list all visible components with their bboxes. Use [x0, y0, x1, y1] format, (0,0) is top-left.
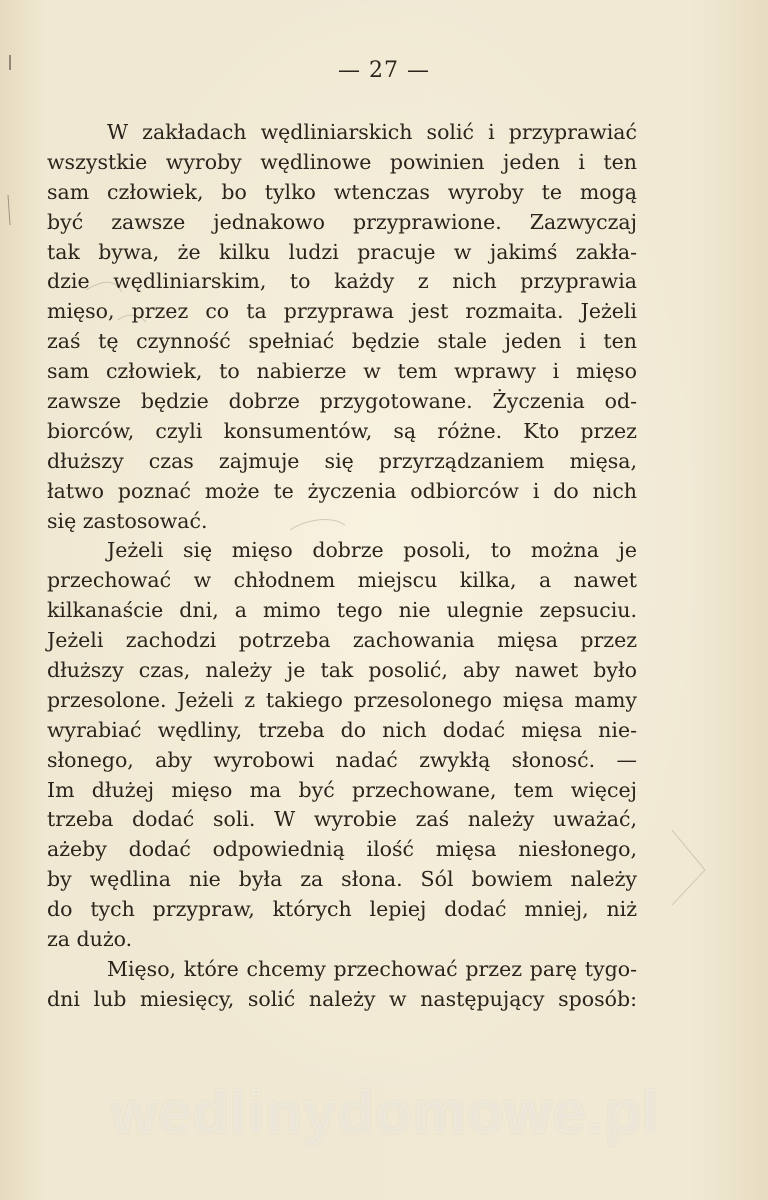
- text-line: sam człowiek, to nabierze w tem wprawy i mięso: [47, 359, 637, 384]
- text-line: zawsze będzie dobrze przygotowane. Życzenia od-: [47, 389, 637, 414]
- text-line: łatwo poznać może te życzenia odbiorców i do nich: [47, 478, 637, 503]
- text-line: przechować w chłodnem miejscu kilka, a nawet: [47, 568, 637, 593]
- text-line: dzie wędliniarskim, to każdy z nich przyprawia: [47, 269, 637, 294]
- text-line: sam człowiek, bo tylko wtenczas wyroby te mogą: [47, 179, 637, 204]
- text-line: Im dłużej mięso ma być przechowane, tem więcej: [47, 777, 637, 802]
- text-line: trzeba dodać soli. W wyrobie zaś należy uważać,: [47, 807, 637, 832]
- text-line: W zakładach wędliniarskich solić i przyprawiać: [107, 120, 637, 144]
- text-line: do tych przypraw, których lepiej dodać mniej, niż: [47, 897, 637, 922]
- text-line: przesolone. Jeżeli z takiego przesolonego mięsa mamy: [47, 687, 637, 712]
- text-line: dłuższy czas, należy je tak posolić, aby nawet było: [47, 658, 637, 683]
- text-line: być zawsze jednakowo przyprawione. Zazwyczaj: [47, 209, 637, 234]
- paragraph-2: [47, 536, 637, 954]
- text-line: mięso, przez co ta przyprawa jest rozmaita. Jeżeli: [47, 299, 637, 324]
- text-line: za dużo.: [47, 927, 133, 952]
- text-line: dni lub miesięcy, solić należy w następujący sposób:: [47, 986, 637, 1011]
- text-line: by wędlina nie była za słona. Sól bowiem należy: [47, 867, 637, 892]
- paragraph-1: [47, 118, 637, 536]
- watermark: wedlinydomowe.pl: [110, 1079, 660, 1146]
- page-number: — 27 —: [338, 58, 430, 83]
- text-line: się zastosować.: [47, 508, 208, 533]
- text-line: biorców, czyli konsumentów, są różne. Kto przez: [47, 418, 637, 443]
- text-line: Jeżeli się mięso dobrze posoli, to można je: [107, 538, 637, 563]
- text-line: Mięso, które chcemy przechować przez parę tygo-: [107, 956, 637, 981]
- body-text: [47, 118, 637, 1015]
- paragraph-3: [47, 955, 637, 1015]
- text-line: wszystkie wyroby wędlinowe powinien jeden i ten: [47, 149, 637, 174]
- text-line: słonego, aby wyrobowi nadać zwykłą słonosć. —: [47, 747, 637, 772]
- text-line: tak bywa, że kilku ludzi pracuje w jakimś zakła-: [47, 239, 637, 264]
- text-line: wyrabiać wędliny, trzeba do nich dodać mięsa nie-: [47, 717, 637, 742]
- text-line: dłuższy czas zajmuje się przyrządzaniem mięsa,: [47, 448, 637, 473]
- text-line: zaś tę czynność spełniać będzie stale jeden i ten: [47, 329, 637, 354]
- text-line: kilkanaście dni, a mimo tego nie ulegnie zepsuciu.: [47, 598, 637, 623]
- text-line: ażeby dodać odpowiednią ilość mięsa niesłonego,: [47, 837, 637, 862]
- text-line: Jeżeli zachodzi potrzeba zachowania mięsa przez: [47, 628, 637, 653]
